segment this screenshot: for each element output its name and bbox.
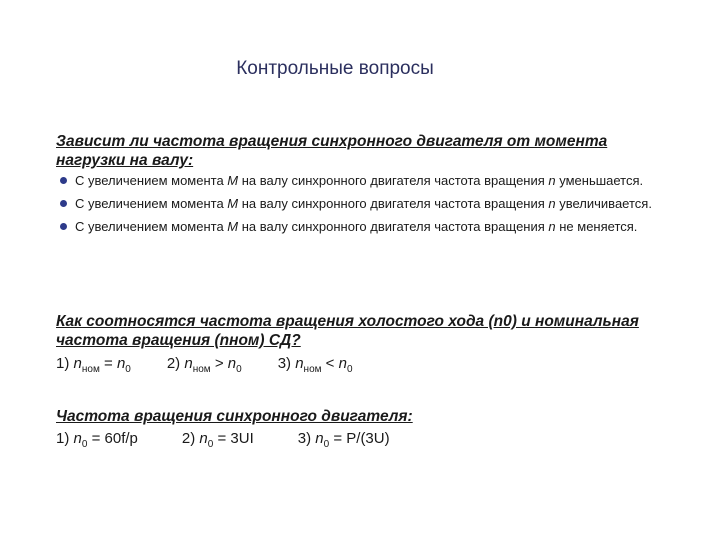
answer-option[interactable]: 2) $n_{ном} > n_0$ (166, 355, 242, 375)
answer-option[interactable]: 1) $n_{ном} = n_0$ (56, 355, 131, 375)
answer-option[interactable]: С увеличением момента M на валу синхронного двигателя частота вращения n увеличивается. (56, 195, 656, 212)
answer-option[interactable]: С увеличением момента M на валу синхронного двигателя частота вращения n уменьшается. (56, 172, 656, 189)
question-2-heading: Как соотносятся частота вращения холостого хода (n0) и номинальная частота вращения (nном) СД? (56, 313, 639, 349)
answer-option[interactable]: 1) $n_0 = 60f/p$ (56, 430, 138, 450)
answer-option[interactable]: 2) $n_0 = 3UI$ (181, 430, 254, 450)
question-2-answers (56, 355, 353, 375)
answer-option[interactable]: 3) $n_0 = P/(3U)$ (297, 430, 390, 450)
page-title: Контрольные вопросы (236, 58, 434, 79)
question-1-options (56, 172, 656, 241)
bullet-icon (60, 223, 67, 230)
answer-option[interactable]: 3) $n_{ном} < n_0$ (277, 355, 353, 375)
bullet-icon (60, 200, 67, 207)
question-3-heading: Частота вращения синхронного двигателя: (56, 408, 413, 425)
bullet-icon (60, 177, 67, 184)
question-3-answers (56, 430, 390, 450)
question-1-heading: Зависит ли частота вращения синхронного двигателя от момента нагрузки на валу: (56, 133, 608, 169)
answer-option[interactable]: С увеличением момента M на валу синхронного двигателя частота вращения n не меняется. (56, 218, 656, 235)
